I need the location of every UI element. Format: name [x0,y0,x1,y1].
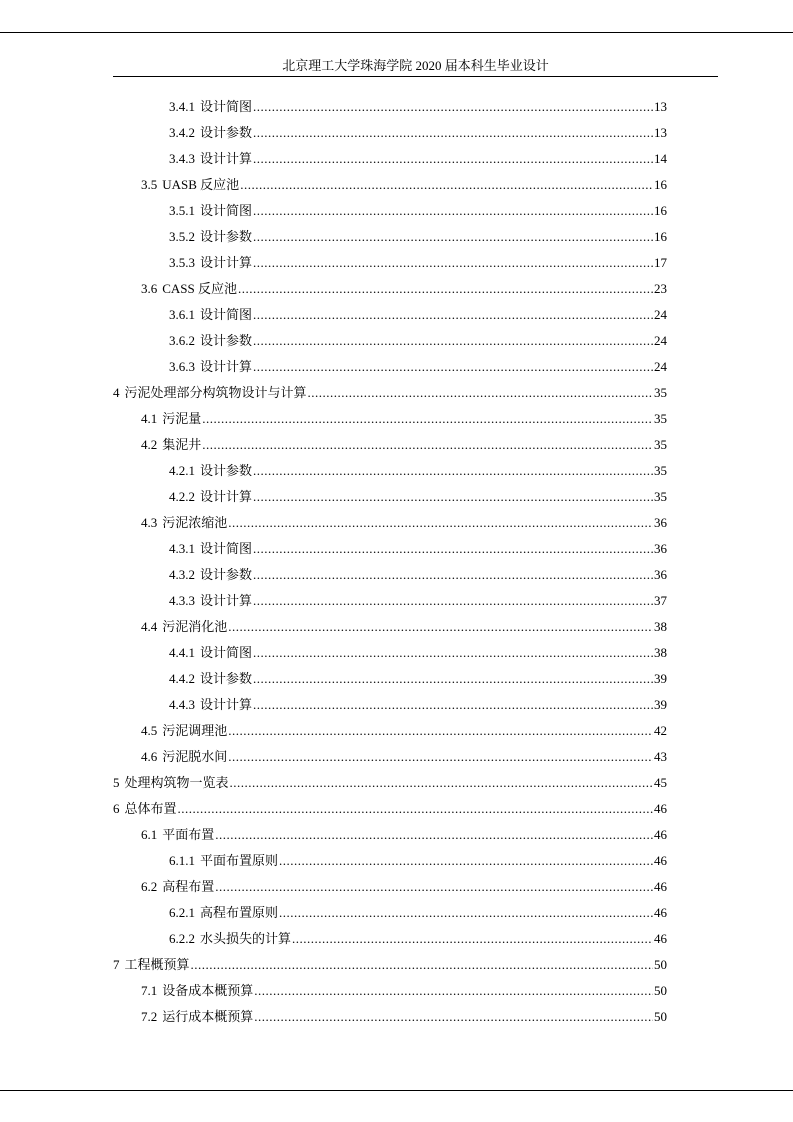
toc-entry-page-number: 16 [654,203,667,218]
toc-entry[interactable] [113,510,667,536]
dot-leader [253,354,653,380]
toc-entry[interactable] [113,276,667,302]
toc-entry-number: 3.4.3 [169,151,195,166]
toc-entry-page-number: 46 [654,905,667,920]
toc-entry[interactable] [113,328,667,354]
toc-entry-page-number: 39 [654,671,667,686]
toc-entry[interactable] [113,1004,667,1030]
page-header [113,56,718,77]
toc-entry-title: 污泥消化池 [162,619,228,634]
toc-entry-page-number: 36 [654,541,667,556]
toc-entry[interactable] [113,172,667,198]
toc-entry-page-number: 16 [654,177,667,192]
toc-entry-title: 设计计算 [200,151,253,166]
toc-entry-title: 设计参数 [200,671,253,686]
toc-entry-number: 3.5.2 [169,229,195,244]
toc-entry-number: 4.4.1 [169,645,195,660]
toc-entry-page-number: 46 [654,801,667,816]
toc-entry-page-number: 24 [654,333,667,348]
toc-entry-number: 3.6 [141,281,158,296]
toc-entry-number: 7 [113,957,120,972]
toc-entry-title: 设备成本概预算 [162,983,254,998]
toc-entry-number: 3.5.1 [169,203,195,218]
toc-entry-number: 4.3.1 [169,541,195,556]
toc-entry[interactable] [113,536,667,562]
toc-entry-title: 运行成本概预算 [162,1009,254,1024]
toc-entry-title: 处理构筑物一览表 [124,775,229,790]
toc-entry[interactable] [113,926,667,952]
toc-entry-page-number: 17 [654,255,667,270]
toc-entry-number: 6 [113,801,120,816]
toc-entry-title: 设计参数 [200,333,253,348]
toc-entry-title: 高程布置原则 [200,905,279,920]
toc-entry[interactable] [113,458,667,484]
toc-entry[interactable] [113,744,667,770]
toc-entry[interactable] [113,718,667,744]
toc-entry[interactable] [113,406,667,432]
dot-leader [253,458,653,484]
toc-entry-number: 4.2.2 [169,489,195,504]
toc-entry-title: 平面布置原则 [200,853,279,868]
bottom-border-line [0,1090,793,1091]
toc-entry[interactable] [113,302,667,328]
toc-entry-title: 平面布置 [162,827,215,842]
toc-entry-number: 3.6.2 [169,333,195,348]
dot-leader [215,874,653,900]
toc-entry-title: 工程概预算 [124,957,190,972]
toc-entry[interactable] [113,250,667,276]
dot-leader [253,484,653,510]
toc-entry-number: 4.1 [141,411,158,426]
dot-leader [240,172,653,198]
dot-leader [253,666,653,692]
toc-entry[interactable] [113,796,667,822]
toc-entry[interactable] [113,380,667,406]
toc-entry-page-number: 43 [654,749,667,764]
toc-entry-title: 设计简图 [200,307,253,322]
toc-entry-number: 5 [113,775,120,790]
toc-entry-page-number: 46 [654,827,667,842]
dot-leader [279,848,653,874]
toc-entry-title: 设计计算 [200,489,253,504]
dot-leader [202,406,653,432]
toc-entry[interactable] [113,120,667,146]
toc-entry[interactable] [113,198,667,224]
toc-entry-title: 设计计算 [200,697,253,712]
toc-entry-title: 设计参数 [200,125,253,140]
toc-entry-number: 4.5 [141,723,158,738]
toc-entry-number: 3.4.2 [169,125,195,140]
dot-leader [292,926,653,952]
toc-entry-page-number: 42 [654,723,667,738]
toc-entry-title: 污泥量 [162,411,202,426]
toc-entry-title: 设计简图 [200,99,253,114]
toc-entry[interactable] [113,588,667,614]
toc-entry-number: 6.1 [141,827,158,842]
header-title: 北京理工大学珠海学院 2020 届本科生毕业设计 [282,58,549,73]
dot-leader [254,978,653,1004]
toc-entry-number: 3.6.1 [169,307,195,322]
toc-entry-page-number: 39 [654,697,667,712]
dot-leader [279,900,653,926]
dot-leader [253,588,653,614]
toc-entry-number: 4.2 [141,437,158,452]
toc-entry-page-number: 16 [654,229,667,244]
toc-entry[interactable] [113,94,667,120]
dot-leader [178,796,653,822]
dot-leader [308,380,653,406]
dot-leader [202,432,653,458]
toc-entry-number: 6.2 [141,879,158,894]
toc-entry-number: 4.2.1 [169,463,195,478]
toc-entry-title: 污泥处理部分构筑物设计与计算 [124,385,307,400]
toc-entry-number: 6.2.1 [169,905,195,920]
dot-leader [191,952,653,978]
toc-entry-page-number: 50 [654,983,667,998]
toc-entry-title: 集泥井 [162,437,202,452]
dot-leader [253,146,653,172]
toc-entry-number: 3.6.3 [169,359,195,374]
toc-entry[interactable] [113,484,667,510]
dot-leader [253,250,653,276]
toc-entry-page-number: 13 [654,99,667,114]
toc-entry-number: 4.4 [141,619,158,634]
toc-entry-number: 3.5 [141,177,158,192]
toc-entry-page-number: 35 [654,385,667,400]
toc-entry-page-number: 50 [654,1009,667,1024]
toc-entry[interactable] [113,900,667,926]
toc-entry-title: 设计参数 [200,229,253,244]
toc-entry-page-number: 36 [654,567,667,582]
toc-entry-number: 4 [113,385,120,400]
toc-entry[interactable] [113,432,667,458]
toc-entry-title: 污泥浓缩池 [162,515,228,530]
toc-entry-title: UASB 反应池 [162,177,240,192]
dot-leader [253,328,653,354]
toc-entry[interactable] [113,770,667,796]
toc-entry-page-number: 46 [654,931,667,946]
toc-entry-title: 污泥调理池 [162,723,228,738]
toc-entry-number: 4.3.3 [169,593,195,608]
toc-entry-number: 4.3.2 [169,567,195,582]
toc-entry[interactable] [113,224,667,250]
toc-entry[interactable] [113,562,667,588]
toc-entry-page-number: 38 [654,619,667,634]
toc-entry-number: 3.5.3 [169,255,195,270]
dot-leader [254,1004,653,1030]
toc-entry-number: 4.6 [141,749,158,764]
toc-entry-page-number: 38 [654,645,667,660]
top-border-line [0,32,793,33]
toc-entry-page-number: 37 [654,593,667,608]
toc-entry-page-number: 45 [654,775,667,790]
toc-entry-number: 7.2 [141,1009,158,1024]
toc-entry-title: 设计计算 [200,359,253,374]
dot-leader [230,770,653,796]
dot-leader [228,744,653,770]
dot-leader [253,536,653,562]
toc-entry[interactable] [113,692,667,718]
toc-entry-number: 7.1 [141,983,158,998]
toc-entry[interactable] [113,822,667,848]
toc-entry[interactable] [113,614,667,640]
toc-entry-title: 设计简图 [200,645,253,660]
dot-leader [228,510,653,536]
toc-entry-number: 4.4.3 [169,697,195,712]
dot-leader [253,562,653,588]
toc-entry-title: 设计简图 [200,203,253,218]
toc-entry-number: 4.4.2 [169,671,195,686]
toc-entry[interactable] [113,848,667,874]
toc-entry[interactable] [113,640,667,666]
toc-entry-page-number: 24 [654,307,667,322]
toc-entry-title: 设计简图 [200,541,253,556]
dot-leader [253,692,653,718]
toc-entry-page-number: 36 [654,515,667,530]
toc-entry[interactable] [113,146,667,172]
toc-entry[interactable] [113,978,667,1004]
toc-entry-page-number: 35 [654,463,667,478]
toc-entry-page-number: 35 [654,411,667,426]
dot-leader [253,198,653,224]
toc-entry-page-number: 14 [654,151,667,166]
toc-entry-title: 水头损失的计算 [200,931,292,946]
toc-entry-title: 设计参数 [200,463,253,478]
toc-entry-title: 总体布置 [124,801,177,816]
toc-entry-page-number: 50 [654,957,667,972]
toc-entry-title: CASS 反应池 [162,281,238,296]
toc-entry[interactable] [113,666,667,692]
toc-entry-page-number: 35 [654,489,667,504]
toc-entry-page-number: 46 [654,853,667,868]
dot-leader [215,822,653,848]
toc-entry-number: 3.4.1 [169,99,195,114]
toc-entry-page-number: 46 [654,879,667,894]
toc-entry-page-number: 13 [654,125,667,140]
toc-entry-title: 污泥脱水间 [162,749,228,764]
toc-entry-number: 4.3 [141,515,158,530]
toc-entry[interactable] [113,354,667,380]
dot-leader [253,224,653,250]
toc-entry-number: 6.1.1 [169,853,195,868]
toc-entry-title: 高程布置 [162,879,215,894]
table-of-contents [113,94,667,1030]
dot-leader [228,614,653,640]
dot-leader [238,276,653,302]
dot-leader [253,640,653,666]
toc-entry-page-number: 23 [654,281,667,296]
toc-entry[interactable] [113,874,667,900]
dot-leader [253,94,653,120]
toc-entry[interactable] [113,952,667,978]
toc-entry-title: 设计计算 [200,255,253,270]
toc-entry-title: 设计计算 [200,593,253,608]
toc-entry-number: 6.2.2 [169,931,195,946]
dot-leader [228,718,653,744]
dot-leader [253,120,653,146]
toc-entry-page-number: 24 [654,359,667,374]
dot-leader [253,302,653,328]
toc-entry-title: 设计参数 [200,567,253,582]
toc-entry-page-number: 35 [654,437,667,452]
